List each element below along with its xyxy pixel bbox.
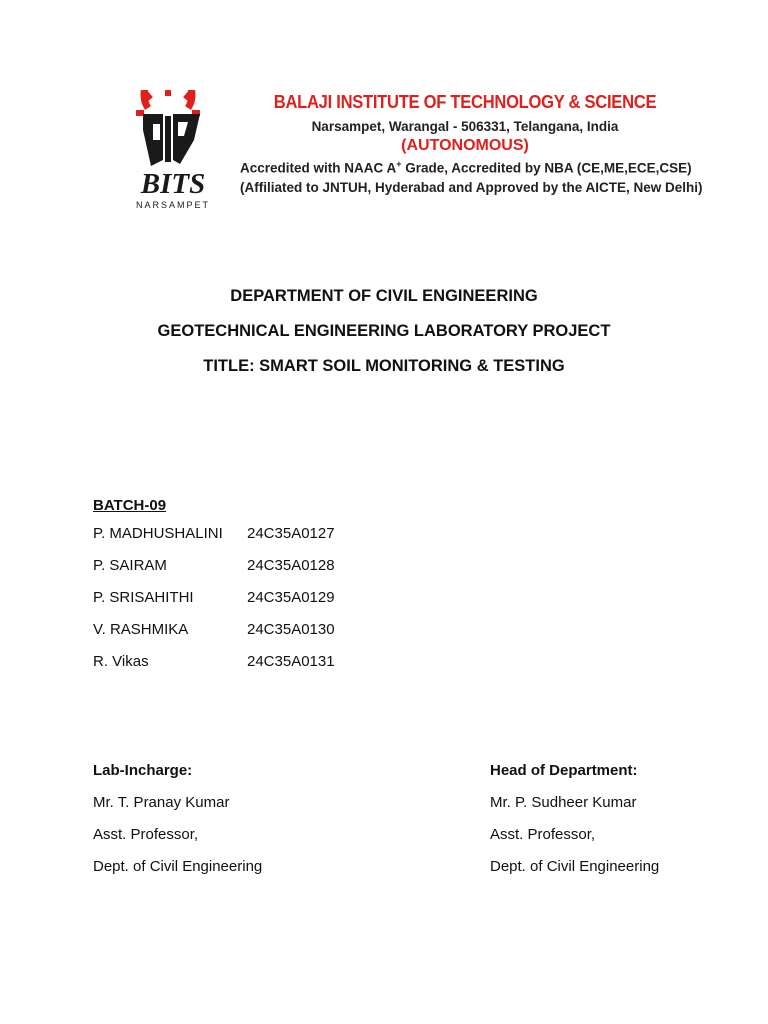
hod-block	[490, 762, 659, 890]
list-item	[93, 653, 393, 685]
lab-incharge-name: Mr. T. Pranay Kumar	[93, 794, 230, 811]
hod-name: Mr. P. Sudheer Kumar	[490, 794, 637, 811]
member-id: 24C35A0131	[247, 653, 335, 670]
lab-incharge-role: Lab-Incharge:	[93, 762, 193, 779]
batch-label: BATCH-09	[93, 497, 167, 514]
affiliation: (Affiliated to JNTUH, Hyderabad and Approved by the AICTE, New Delhi)	[240, 179, 703, 195]
member-id: 24C35A0130	[247, 621, 335, 638]
member-name: P. SAIRAM	[93, 557, 167, 574]
accreditation	[240, 159, 690, 176]
lab-incharge-block	[93, 762, 262, 890]
accreditation-pre: Accredited with NAAC A	[240, 160, 397, 176]
list-item	[93, 621, 393, 653]
member-name: P. MADHUSHALINI	[93, 525, 223, 542]
accreditation-sup: +	[396, 159, 402, 169]
hod-designation: Asst. Professor,	[490, 826, 596, 843]
lab-incharge-dept: Dept. of Civil Engineering	[93, 858, 263, 875]
logo-subtext: NARSAMPET	[135, 200, 211, 210]
project-title: GEOTECHNICAL ENGINEERING LABORATORY PROJECT	[157, 322, 611, 340]
department-title: DEPARTMENT OF CIVIL ENGINEERING	[230, 287, 538, 305]
batch-section	[93, 497, 393, 685]
list-item	[93, 525, 393, 557]
logo-text: BITS	[140, 168, 206, 200]
autonomous-status: (AUTONOMOUS)	[401, 137, 529, 154]
hod-dept: Dept. of Civil Engineering	[490, 858, 660, 875]
accreditation-post: Grade, Accredited by NBA (CE,ME,ECE,CSE)	[401, 160, 692, 176]
institute-block	[240, 92, 703, 195]
institute-address: Narsampet, Warangal - 506331, Telangana, India	[311, 119, 619, 134]
hod-role: Head of Department:	[490, 762, 638, 779]
list-item	[93, 589, 393, 621]
title-block	[0, 286, 768, 391]
member-id: 24C35A0128	[247, 557, 335, 574]
college-logo	[118, 90, 228, 215]
member-id: 24C35A0127	[247, 525, 335, 542]
lab-incharge-designation: Asst. Professor,	[93, 826, 199, 843]
member-name: P. SRISAHITHI	[93, 589, 194, 606]
member-name: R. Vikas	[93, 653, 149, 670]
institute-name: BALAJI INSTITUTE OF TECHNOLOGY & SCIENCE	[273, 92, 657, 112]
gear-icon	[136, 90, 200, 116]
header	[0, 0, 768, 240]
member-name: V. RASHMIKA	[93, 621, 189, 638]
list-item	[93, 557, 393, 589]
project-name: TITLE: SMART SOIL MONITORING & TESTING	[203, 357, 565, 375]
member-id: 24C35A0129	[247, 589, 335, 606]
